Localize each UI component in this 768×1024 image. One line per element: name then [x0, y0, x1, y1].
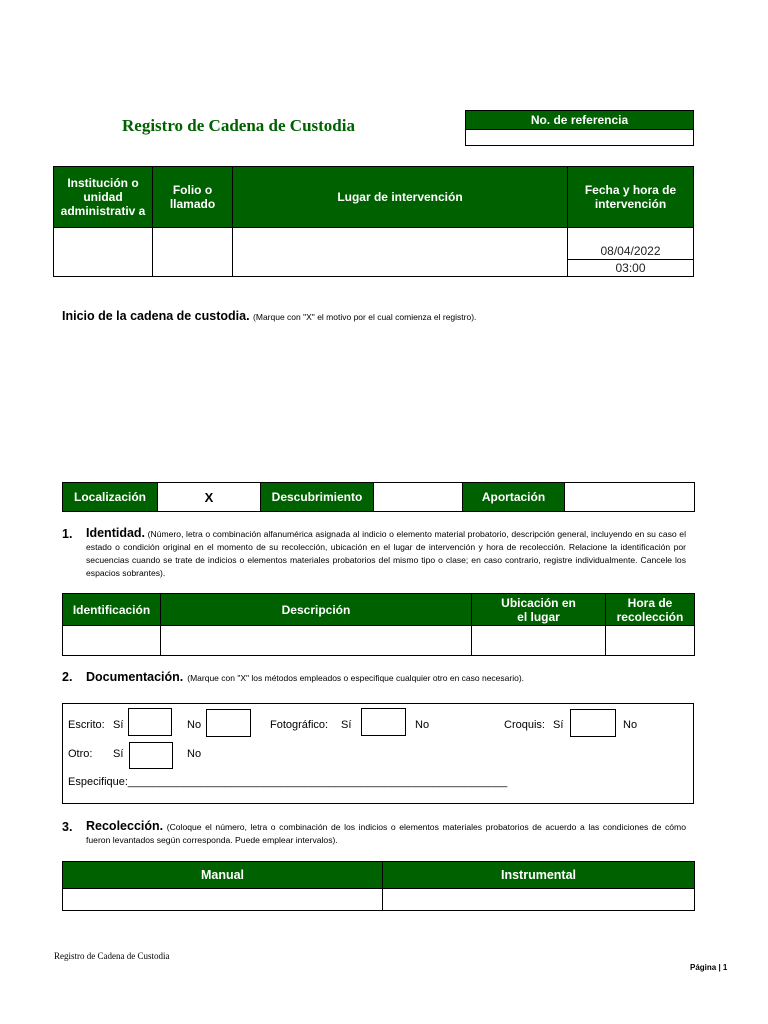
- croquis-si-label: Sí: [553, 719, 564, 731]
- otro-no-label: No: [187, 748, 202, 760]
- descubrimiento-mark[interactable]: [374, 483, 463, 512]
- reference-label: No. de referencia: [466, 111, 693, 130]
- documentacion-box: [62, 703, 694, 804]
- escrito-si-label: Sí: [113, 719, 124, 731]
- section3-desc: (Coloque el número, letra o combinación de los indicios o elementos materiales probatorios de acuerdo a las condiciones de cómo fueron levantados según corresponda. Puede emplear intervalos).: [86, 822, 686, 845]
- localizacion-mark[interactable]: X: [158, 483, 261, 512]
- col-institucion: Institución o unidad administrativ a: [54, 167, 153, 228]
- time-value: 03:00: [568, 259, 693, 276]
- otro-si-checkbox[interactable]: [129, 742, 173, 769]
- identidad-table: [62, 593, 695, 656]
- recoleccion-table: [62, 861, 695, 911]
- page-number: Página | 1: [690, 963, 728, 972]
- col-descripcion: Descripción: [161, 594, 472, 626]
- header-table: [53, 166, 694, 277]
- folio-field[interactable]: [153, 228, 233, 277]
- footer-title: Registro de Cadena de Custodia: [54, 951, 170, 961]
- escrito-no-label: No: [187, 719, 202, 731]
- fotografico-si-checkbox[interactable]: [361, 708, 406, 736]
- section3-title: Recolección.: [86, 819, 164, 833]
- inicio-section: [62, 309, 476, 323]
- ubicacion-field[interactable]: [472, 626, 606, 656]
- col-ubicacion: Ubicación en el lugar: [472, 594, 606, 626]
- col-fecha: Fecha y hora de intervención: [568, 167, 694, 228]
- section-identidad: [62, 527, 686, 580]
- hora-field[interactable]: [606, 626, 695, 656]
- manual-field[interactable]: [63, 889, 383, 911]
- col-hora: Hora de recolección: [606, 594, 695, 626]
- motivo-table: [62, 482, 695, 512]
- inicio-title: Inicio de la cadena de custodia.: [62, 309, 250, 323]
- col-folio: Folio o llamado: [153, 167, 233, 228]
- section1-number: 1.: [62, 527, 73, 541]
- reference-value-field[interactable]: [466, 130, 693, 147]
- croquis-label: Croquis:: [504, 719, 545, 731]
- localizacion-label: Localización: [63, 483, 158, 512]
- especifique-field[interactable]: Especifique:______________________________________________________________: [68, 776, 508, 788]
- section1-desc: (Número, letra o combinación alfanumérica asignada al indicio o elemento material probatorio, descripción general, incluyendo en su caso el estado o condición original en el momento de su recolección, ubicación en el lugar de intervención y hora de recolección. Relacione la identificación por secuencias cuando se trate de indicios o elementos materiales probatorios del mismo tipo o clase; en caso contrario, registre individualmente. Cancele los espacios sobrantes).: [86, 529, 687, 578]
- section2-desc: (Marque con "X" los métodos empleados o especifique cualquier otro en caso necesario).: [187, 673, 525, 683]
- otro-si-label: Sí: [113, 748, 124, 760]
- institucion-field[interactable]: [54, 228, 153, 277]
- otro-label: Otro:: [68, 748, 93, 760]
- fotografico-si-label: Sí: [341, 719, 352, 731]
- fecha-field[interactable]: [568, 228, 694, 277]
- section2-number: 2.: [62, 670, 73, 684]
- section-documentacion: [62, 670, 686, 684]
- croquis-no-label: No: [623, 719, 638, 731]
- page-title: Registro de Cadena de Custodia: [122, 116, 355, 135]
- lugar-field[interactable]: [233, 228, 568, 277]
- section3-number: 3.: [62, 820, 73, 834]
- section2-title: Documentación.: [86, 670, 184, 684]
- aportacion-mark[interactable]: [565, 483, 695, 512]
- escrito-label: Escrito:: [68, 719, 105, 731]
- section-recoleccion: [62, 820, 686, 847]
- reference-box: [465, 110, 694, 146]
- date-value: 08/04/2022: [600, 244, 661, 258]
- descubrimiento-label: Descubrimiento: [261, 483, 374, 512]
- section1-title: Identidad.: [86, 526, 146, 540]
- inicio-note: (Marque con "X" el motivo por el cual comienza el registro).: [253, 312, 477, 322]
- croquis-si-checkbox[interactable]: [570, 709, 616, 737]
- instrumental-field[interactable]: [383, 889, 695, 911]
- col-instrumental: Instrumental: [383, 862, 695, 889]
- escrito-no-checkbox[interactable]: [206, 709, 251, 737]
- aportacion-label: Aportación: [463, 483, 565, 512]
- col-manual: Manual: [63, 862, 383, 889]
- descripcion-field[interactable]: [161, 626, 472, 656]
- col-lugar: Lugar de intervención: [233, 167, 568, 228]
- col-identificacion: Identificación: [63, 594, 161, 626]
- identificacion-field[interactable]: [63, 626, 161, 656]
- fotografico-label: Fotográfico:: [270, 719, 329, 731]
- fotografico-no-label: No: [415, 719, 430, 731]
- escrito-si-checkbox[interactable]: [128, 708, 172, 736]
